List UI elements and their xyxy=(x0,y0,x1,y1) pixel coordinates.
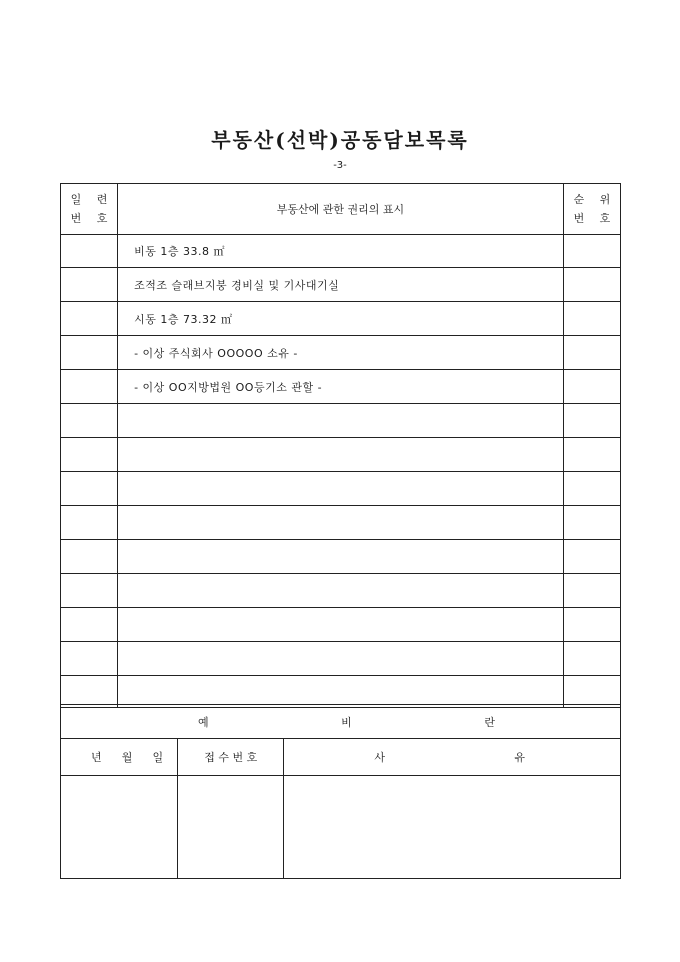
serial-number-cell[interactable] xyxy=(61,642,118,676)
rank-number-cell[interactable] xyxy=(563,642,620,676)
serial-number-cell[interactable] xyxy=(61,608,118,642)
serial-number-cell[interactable] xyxy=(61,540,118,574)
receipt-number-header: 접 수 번 호 xyxy=(178,739,284,776)
remarks-header-row xyxy=(61,739,621,776)
serial-number-header xyxy=(61,184,118,235)
table-row xyxy=(61,268,621,302)
property-description-cell[interactable] xyxy=(118,540,564,574)
remarks-title-row xyxy=(61,705,621,739)
date-header xyxy=(61,739,178,776)
property-description-cell[interactable] xyxy=(118,472,564,506)
serial-number-cell[interactable] xyxy=(61,574,118,608)
serial-header-line1: 일 련 xyxy=(70,193,114,206)
rank-number-cell[interactable] xyxy=(563,302,620,336)
property-description-cell[interactable] xyxy=(118,608,564,642)
property-description-cell[interactable] xyxy=(118,404,564,438)
serial-number-cell[interactable] xyxy=(61,404,118,438)
table-row xyxy=(61,370,621,404)
serial-number-cell[interactable] xyxy=(61,235,118,268)
description-header: 부동산에 관한 권리의 표시 xyxy=(118,184,564,235)
remarks-date-cell[interactable] xyxy=(61,776,178,879)
property-description-cell[interactable]: - 이상 주식회사 OOOOO 소유 - xyxy=(118,336,564,370)
remarks-title xyxy=(61,705,621,739)
table-row xyxy=(61,302,621,336)
rank-number-cell[interactable] xyxy=(563,268,620,302)
serial-number-cell[interactable] xyxy=(61,676,118,708)
property-description-cell[interactable]: 시동 1층 73.32 ㎡ xyxy=(118,302,564,336)
rank-number-cell[interactable] xyxy=(563,574,620,608)
property-description-cell[interactable] xyxy=(118,642,564,676)
document-title: 부동산(선박)공동담보목록 xyxy=(211,128,469,152)
property-description-cell[interactable]: 조적조 슬래브지붕 경비실 및 기사대기실 xyxy=(118,268,564,302)
reason-header-char: 사 xyxy=(374,751,385,764)
serial-number-cell[interactable] xyxy=(61,506,118,540)
serial-number-cell[interactable] xyxy=(61,302,118,336)
rank-number-cell[interactable] xyxy=(563,336,620,370)
remarks-title-char: 란 xyxy=(484,715,495,729)
remarks-title-char: 예 xyxy=(198,715,209,729)
table-row xyxy=(61,676,621,708)
rank-number-cell[interactable] xyxy=(563,608,620,642)
rank-number-cell[interactable] xyxy=(563,676,620,708)
reason-header xyxy=(284,739,621,776)
serial-number-cell[interactable] xyxy=(61,438,118,472)
serial-number-cell[interactable] xyxy=(61,268,118,302)
collateral-list-table xyxy=(60,183,621,708)
property-description-cell[interactable] xyxy=(118,574,564,608)
table-row xyxy=(61,472,621,506)
remarks-receipt-cell[interactable] xyxy=(178,776,284,879)
table-row xyxy=(61,642,621,676)
rank-header-line2: 번 호 xyxy=(573,212,617,225)
serial-number-cell[interactable] xyxy=(61,336,118,370)
reason-header-char: 유 xyxy=(514,751,525,764)
table-row xyxy=(61,574,621,608)
property-description-cell[interactable]: - 이상 OO지방법원 OO등기소 관할 - xyxy=(118,370,564,404)
serial-number-cell[interactable] xyxy=(61,472,118,506)
page-number: -3- xyxy=(333,160,347,171)
table-row xyxy=(61,438,621,472)
rank-number-header xyxy=(563,184,620,235)
rank-number-cell[interactable] xyxy=(563,506,620,540)
date-header-char: 월 xyxy=(121,751,133,764)
rank-number-cell[interactable] xyxy=(563,235,620,268)
remarks-entry-row xyxy=(61,776,621,879)
rank-number-cell[interactable] xyxy=(563,540,620,574)
table-header-row xyxy=(61,184,621,235)
table-row xyxy=(61,336,621,370)
serial-header-line2: 번 호 xyxy=(70,212,114,225)
remarks-table xyxy=(60,704,621,879)
date-header-char: 년 xyxy=(91,751,102,764)
rank-number-cell[interactable] xyxy=(563,370,620,404)
date-header-char: 일 xyxy=(152,751,164,764)
table-row xyxy=(61,506,621,540)
table-row xyxy=(61,404,621,438)
property-description-cell[interactable] xyxy=(118,676,564,708)
property-description-cell[interactable]: 비동 1층 33.8 ㎡ xyxy=(118,235,564,268)
serial-number-cell[interactable] xyxy=(61,370,118,404)
table-row xyxy=(61,608,621,642)
property-description-cell[interactable] xyxy=(118,506,564,540)
property-description-cell[interactable] xyxy=(118,438,564,472)
rank-number-cell[interactable] xyxy=(563,472,620,506)
rank-number-cell[interactable] xyxy=(563,404,620,438)
rank-header-line1: 순 위 xyxy=(573,193,617,206)
table-row xyxy=(61,540,621,574)
rank-number-cell[interactable] xyxy=(563,438,620,472)
remarks-title-char: 비 xyxy=(341,715,352,729)
table-row xyxy=(61,235,621,268)
remarks-reason-cell[interactable] xyxy=(284,776,621,879)
